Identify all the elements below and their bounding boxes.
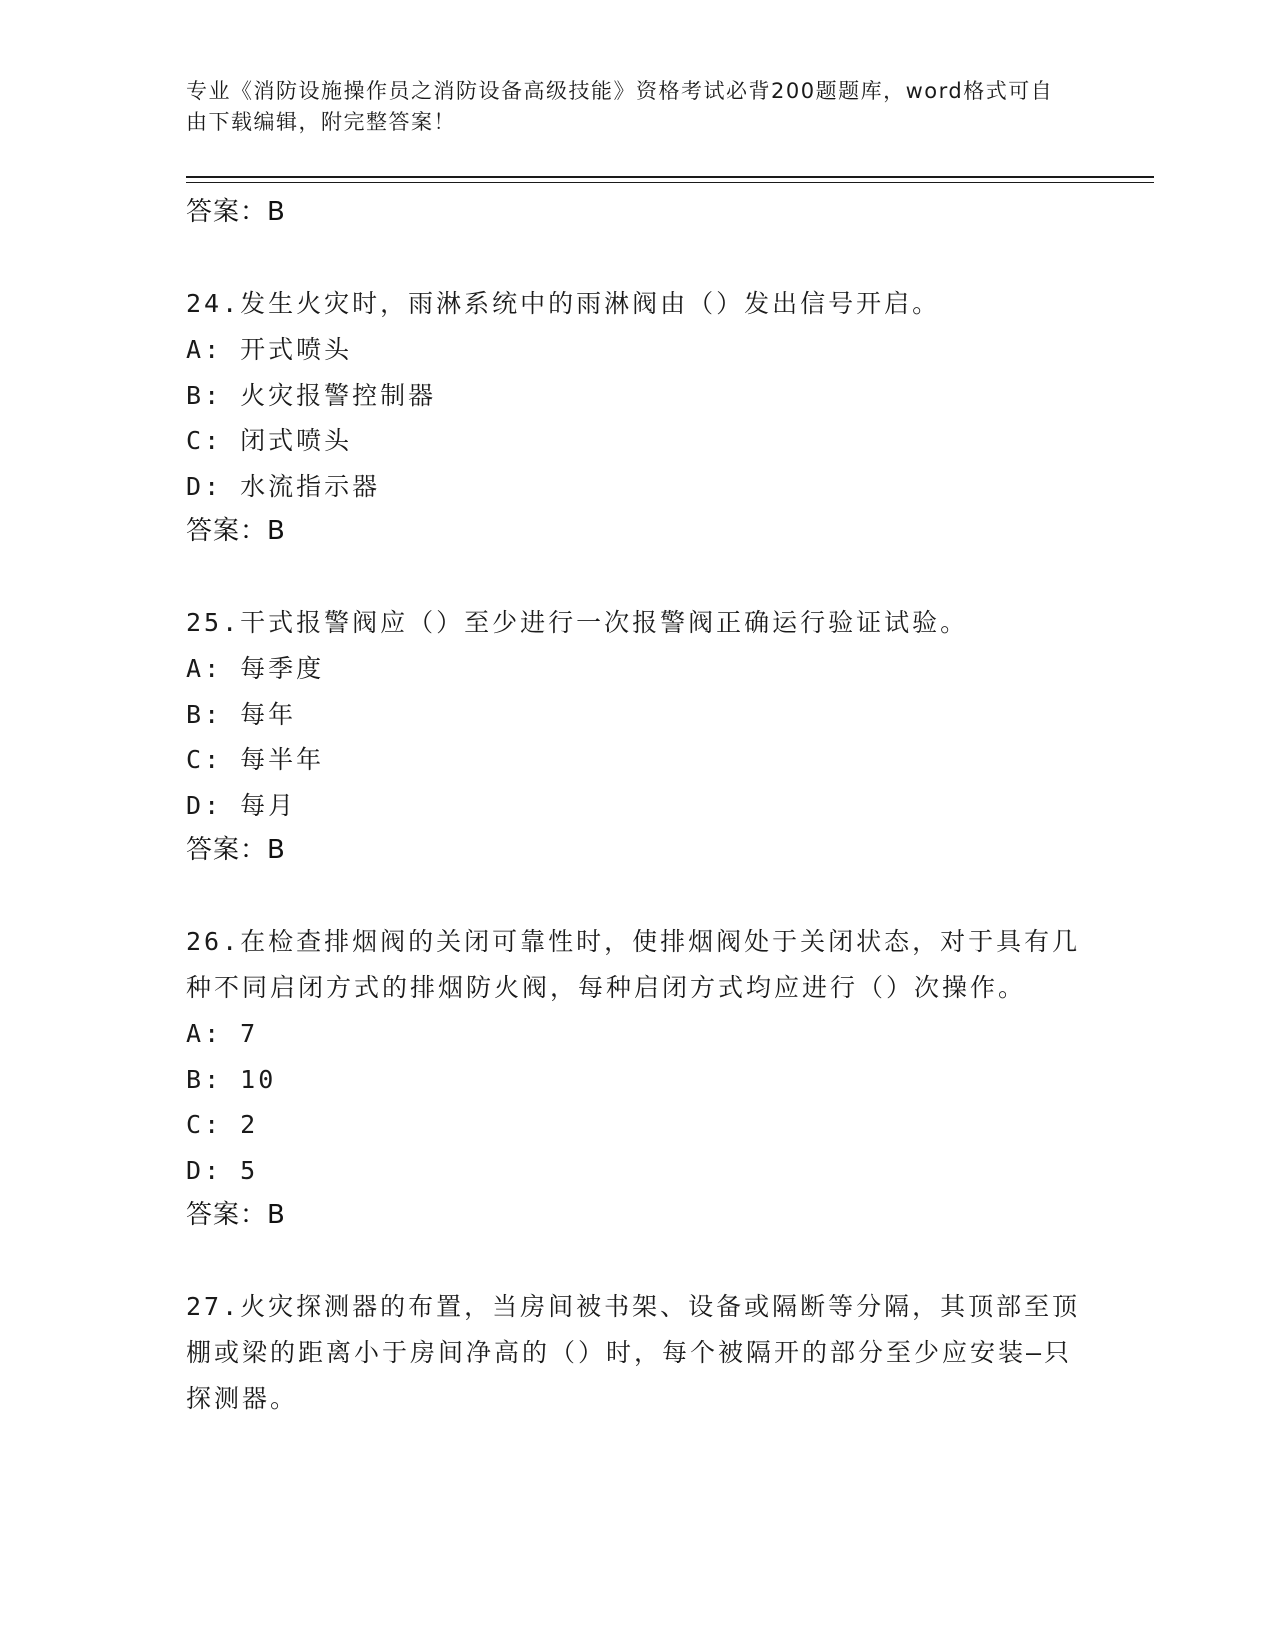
document-header bbox=[186, 76, 1066, 138]
option-text: 开式喷头 bbox=[240, 335, 353, 364]
option-text: 每季度 bbox=[240, 654, 325, 683]
option-key: C bbox=[186, 1110, 205, 1139]
option-key: D bbox=[186, 471, 205, 501]
option-key: A bbox=[186, 335, 205, 364]
option-key: B bbox=[186, 1064, 205, 1094]
question-block bbox=[186, 1284, 1086, 1422]
option-d: D: 水流指示器 bbox=[186, 471, 381, 501]
option-key: D bbox=[186, 1155, 205, 1185]
option-c: C: 2 bbox=[186, 1110, 259, 1139]
question-block bbox=[186, 281, 1086, 554]
option-c: C: 每半年 bbox=[186, 745, 325, 774]
option-a: A: 开式喷头 bbox=[186, 335, 353, 364]
question-text: 27.火灾探测器的布置，当房间被书架、设备或隔断等分隔，其顶部至顶棚或梁的距离小于房间净高的（）时，每个被隔开的部分至少应安装—只探测器。 bbox=[186, 1292, 1081, 1413]
answer-label: 答案： bbox=[186, 197, 268, 227]
question-text: 24.发生火灾时，雨淋系统中的雨淋阀由（）发出信号开启。 bbox=[186, 289, 941, 318]
option-a: A: 7 bbox=[186, 1019, 259, 1048]
option-text: 5 bbox=[240, 1155, 259, 1185]
option-text: 7 bbox=[240, 1019, 259, 1048]
option-d: D: 5 bbox=[186, 1155, 259, 1185]
option-key: B bbox=[186, 699, 205, 729]
option-text: 火灾报警控制器 bbox=[240, 380, 437, 410]
option-key: C bbox=[186, 426, 205, 455]
option-text: 水流指示器 bbox=[240, 471, 381, 501]
option-key: A bbox=[186, 1019, 205, 1048]
answer-value: B bbox=[267, 1200, 286, 1230]
option-key: D bbox=[186, 790, 205, 820]
spacer bbox=[186, 554, 1086, 600]
option-key: B bbox=[186, 380, 205, 410]
option-text: 每年 bbox=[240, 699, 297, 729]
option-text: 每月 bbox=[240, 790, 297, 820]
answer-label: 答案： bbox=[186, 516, 268, 546]
answer-value: B bbox=[267, 835, 286, 865]
option-b: B: 火灾报警控制器 bbox=[186, 380, 437, 410]
question-text: 26.在检查排烟阀的关闭可靠性时，使排烟阀处于关闭状态，对于具有几种不同启闭方式的排烟防火阀，每种启闭方式均应进行（）次操作。 bbox=[186, 927, 1081, 1002]
answer-label: 答案： bbox=[186, 835, 268, 865]
option-b: B: 每年 bbox=[186, 699, 297, 729]
option-d: D: 每月 bbox=[186, 790, 297, 820]
option-c: C: 闭式喷头 bbox=[186, 426, 353, 455]
option-text: 闭式喷头 bbox=[240, 426, 353, 455]
answer-line bbox=[186, 828, 1086, 873]
question-block bbox=[186, 919, 1086, 1238]
question-block bbox=[186, 600, 1086, 873]
answer-label: 答案： bbox=[186, 1200, 268, 1230]
answer-value: B bbox=[267, 197, 286, 227]
spacer bbox=[186, 873, 1086, 919]
option-text: 每半年 bbox=[240, 745, 325, 774]
answer-line bbox=[186, 1193, 1086, 1238]
answer-line bbox=[186, 190, 1086, 235]
header-divider-thin bbox=[186, 182, 1154, 183]
header-text: 专业《消防设施操作员之消防设备高级技能》资格考试必背200题题库，word格式可自由下载编辑，附完整答案！ bbox=[186, 79, 1054, 134]
option-key: A bbox=[186, 654, 205, 683]
spacer bbox=[186, 1238, 1086, 1284]
header-divider-thick bbox=[186, 176, 1154, 178]
answer-value: B bbox=[267, 516, 286, 546]
option-text: 2 bbox=[240, 1110, 259, 1139]
option-key: C bbox=[186, 745, 205, 774]
question-list bbox=[186, 190, 1086, 1422]
spacer bbox=[186, 235, 1086, 281]
option-text: 10 bbox=[240, 1064, 277, 1094]
option-b: B: 10 bbox=[186, 1064, 277, 1094]
option-a: A: 每季度 bbox=[186, 654, 325, 683]
answer-line bbox=[186, 509, 1086, 554]
question-text: 25.干式报警阀应（）至少进行一次报警阀正确运行验证试验。 bbox=[186, 608, 969, 637]
